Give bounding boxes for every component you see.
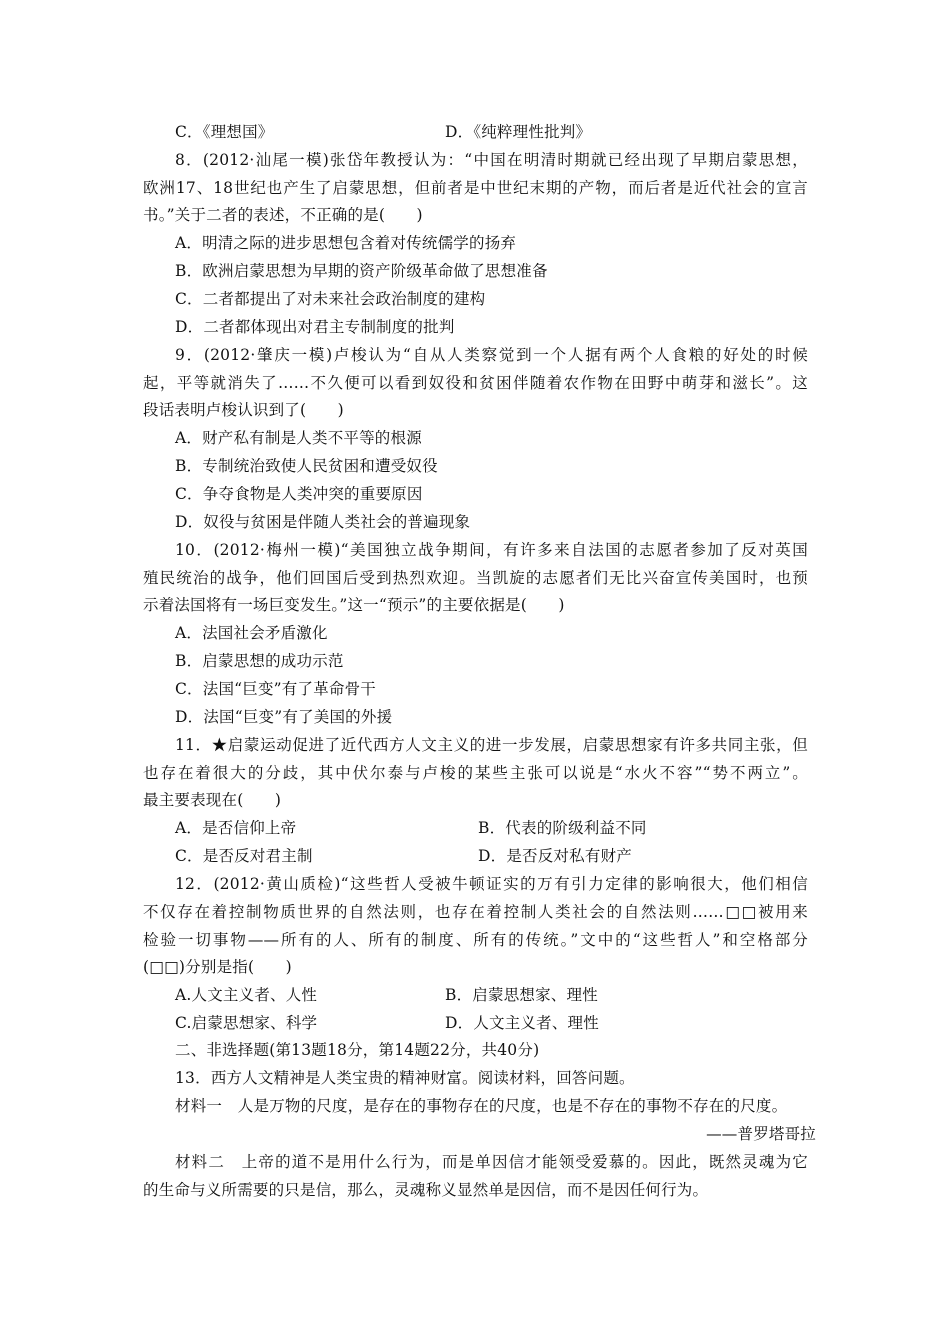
q10-stem-line-1: 10．(2012·梅州一模)“美国独立战争期间，有许多来自法国的志愿者参加了反对英国	[175, 541, 808, 559]
q10-option-b: B．启蒙思想的成功示范	[175, 652, 344, 670]
q11-stem-line-2: 也存在着很大的分歧，其中伏尔泰与卢梭的某些主张可以说是“水火不容”“势不两立”。	[143, 764, 808, 782]
q12-stem-line-1: 12．(2012·黄山质检)“这些哲人受被牛顿证实的万有引力定律的影响很大，他们相信	[175, 875, 808, 893]
q13-material-2-line-1: 材料二 上帝的道不是用什么行为，而是单因信才能领受爱慕的。因此，既然灵魂为它	[175, 1153, 808, 1171]
q11-option-a: A．是否信仰上帝	[175, 819, 297, 837]
q8-stem-line-3: 书。”关于二者的表述，不正确的是( )	[143, 206, 423, 224]
q9-option-c: C．争夺食物是人类冲突的重要原因	[175, 485, 423, 503]
q11-option-b: B．代表的阶级利益不同	[478, 819, 647, 837]
section-heading: 二、非选择题(第13题18分，第14题22分，共40分)	[175, 1041, 540, 1059]
q8-stem-line-2: 欧洲17、18世纪也产生了启蒙思想，但前者是中世纪末期的产物，而后者是近代社会的宣言	[143, 179, 808, 197]
q8-option-b: B．欧洲启蒙思想为早期的资产阶级革命做了思想准备	[175, 262, 548, 280]
q11-stem-line-3: 最主要表现在( )	[143, 791, 282, 809]
q13-material-1-source: ——普罗塔哥拉	[706, 1125, 816, 1143]
q9-stem-line-3: 段话表明卢梭认识到了( )	[143, 401, 344, 419]
q9-option-d: D．奴役与贫困是伴随人类社会的普遍现象	[175, 513, 471, 531]
q10-option-d: D．法国“巨变”有了美国的外援	[175, 708, 393, 726]
q7-option-d: D．《纯粹理性批判》	[445, 123, 592, 141]
q12-stem-line-3: 检验一切事物——所有的人、所有的制度、所有的传统。”文中的“这些哲人”和空格部分	[143, 931, 808, 949]
q8-option-d: D．二者都体现出对君主专制制度的批判	[175, 318, 455, 336]
q13-stem: 13．西方人文精神是人类宝贵的精神财富。阅读材料，回答问题。	[175, 1069, 635, 1087]
q13-material-2-line-2: 的生命与义所需要的只是信，那么，灵魂称义显然单是因信，而不是因任何行为。	[143, 1181, 709, 1199]
q12-option-c: C.启蒙思想家、科学	[175, 1014, 318, 1032]
q7-option-c: C．《理想国》	[175, 123, 274, 141]
q9-stem-line-1: 9．(2012·肇庆一模)卢梭认为“自从人类察觉到一个人据有两个人食粮的好处的时候	[175, 346, 808, 364]
q9-option-b: B．专制统治致使人民贫困和遭受奴役	[175, 457, 438, 475]
q13-material-1: 材料一 人是万物的尺度，是存在的事物存在的尺度，也是不存在的事物不存在的尺度。	[175, 1097, 788, 1115]
q11-stem-line-1: 11．★启蒙运动促进了近代西方人文主义的进一步发展，启蒙思想家有许多共同主张，但	[175, 736, 808, 754]
q10-option-c: C．法国“巨变”有了革命骨干	[175, 680, 377, 698]
q10-stem-line-2: 殖民统治的战争，他们回国后受到热烈欢迎。当凯旋的志愿者们无比兴奋宣传美国时，也预	[143, 569, 808, 587]
q8-stem-line-1: 8．(2012·汕尾一模)张岱年教授认为：“中国在明清时期就已经出现了早期启蒙思想，	[175, 151, 808, 169]
q12-stem-line-2: 不仅存在着控制物质世界的自然法则，也存在着控制人类社会的自然法则……□□被用来	[143, 903, 808, 921]
q12-option-a: A.人文主义者、人性	[175, 986, 318, 1004]
q12-option-d: D．人文主义者、理性	[445, 1014, 599, 1032]
q12-option-b: B．启蒙思想家、理性	[445, 986, 598, 1004]
q10-option-a: A．法国社会矛盾激化	[175, 624, 328, 642]
q9-option-a: A．财产私有制是人类不平等的根源	[175, 429, 422, 447]
q9-stem-line-2: 起，平等就消失了……不久便可以看到奴役和贫困伴随着农作物在田野中萌芽和滋长”。这	[143, 374, 808, 392]
q8-option-c: C．二者都提出了对未来社会政治制度的建构	[175, 290, 486, 308]
q8-option-a: A．明清之际的进步思想包含着对传统儒学的扬弃	[175, 234, 517, 252]
q11-option-c: C．是否反对君主制	[175, 847, 313, 865]
q12-stem-line-4: (□□)分别是指( )	[143, 958, 292, 976]
q11-option-d: D．是否反对私有财产	[478, 847, 632, 865]
q10-stem-line-3: 示着法国将有一场巨变发生。”这一“预示”的主要依据是( )	[143, 596, 565, 614]
